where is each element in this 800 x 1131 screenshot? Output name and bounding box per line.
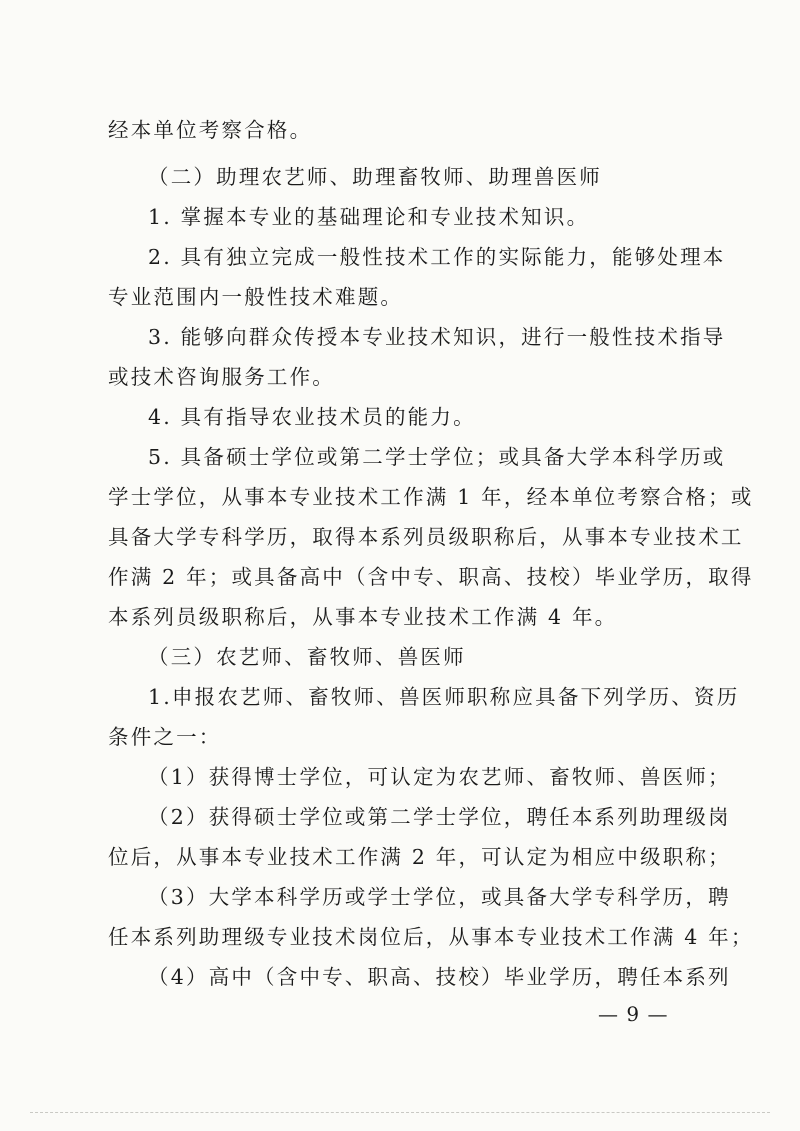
paragraph-line: （3）大学本科学历或学士学位，或具备大学专科学历，聘 bbox=[148, 885, 731, 909]
paragraph-line: 5. 具备硕士学位或第二学士学位；或具备大学本科学历或 bbox=[148, 445, 726, 469]
paragraph-line: 3. 能够向群众传授本专业技术知识，进行一般性技术指导 bbox=[148, 325, 726, 349]
paragraph-line: （2）获得硕士学位或第二学士学位，聘任本系列助理级岗 bbox=[148, 805, 731, 829]
paragraph-line: 学士学位，从事本专业技术工作满 1 年，经本单位考察合格；或 bbox=[108, 485, 754, 509]
paragraph-line: 本系列员级职称后，从事本专业技术工作满 4 年。 bbox=[108, 605, 618, 629]
paragraph-line: 或技术咨询服务工作。 bbox=[108, 365, 335, 389]
paragraph-line: 任本系列助理级专业技术岗位后，从事本专业技术工作满 4 年； bbox=[108, 925, 754, 949]
paragraph-line: 经本单位考察合格。 bbox=[108, 118, 313, 142]
paragraph-line: 条件之一： bbox=[108, 725, 222, 749]
paragraph-line: （4）高中（含中专、职高、技校）毕业学历，聘任本系列 bbox=[148, 965, 731, 989]
paragraph-line: 4. 具有指导农业技术员的能力。 bbox=[148, 405, 476, 429]
paragraph-line: 1.申报农艺师、畜牧师、兽医师职称应具备下列学历、资历 bbox=[148, 685, 740, 709]
page-number: — 9 — bbox=[598, 1002, 669, 1026]
paragraph-line: （1）获得博士学位，可认定为农艺师、畜牧师、兽医师； bbox=[148, 765, 731, 789]
paragraph-line: 1. 掌握本专业的基础理论和专业技术知识。 bbox=[148, 205, 590, 229]
paragraph-line: 专业范围内一般性技术难题。 bbox=[108, 285, 404, 309]
section-heading: （三）农艺师、畜牧师、兽医师 bbox=[148, 645, 466, 669]
scan-edge-divider bbox=[30, 1112, 770, 1113]
paragraph-line: 2. 具有独立完成一般性技术工作的实际能力，能够处理本 bbox=[148, 245, 726, 269]
paragraph-line: 位后，从事本专业技术工作满 2 年，可认定为相应中级职称； bbox=[108, 845, 731, 869]
paragraph-line: 作满 2 年；或具备高中（含中专、职高、技校）毕业学历，取得 bbox=[108, 565, 754, 589]
paragraph-line: 具备大学专科学历，取得本系列员级职称后，从事本专业技术工 bbox=[108, 525, 744, 549]
section-heading: （二）助理农艺师、助理畜牧师、助理兽医师 bbox=[148, 165, 602, 189]
